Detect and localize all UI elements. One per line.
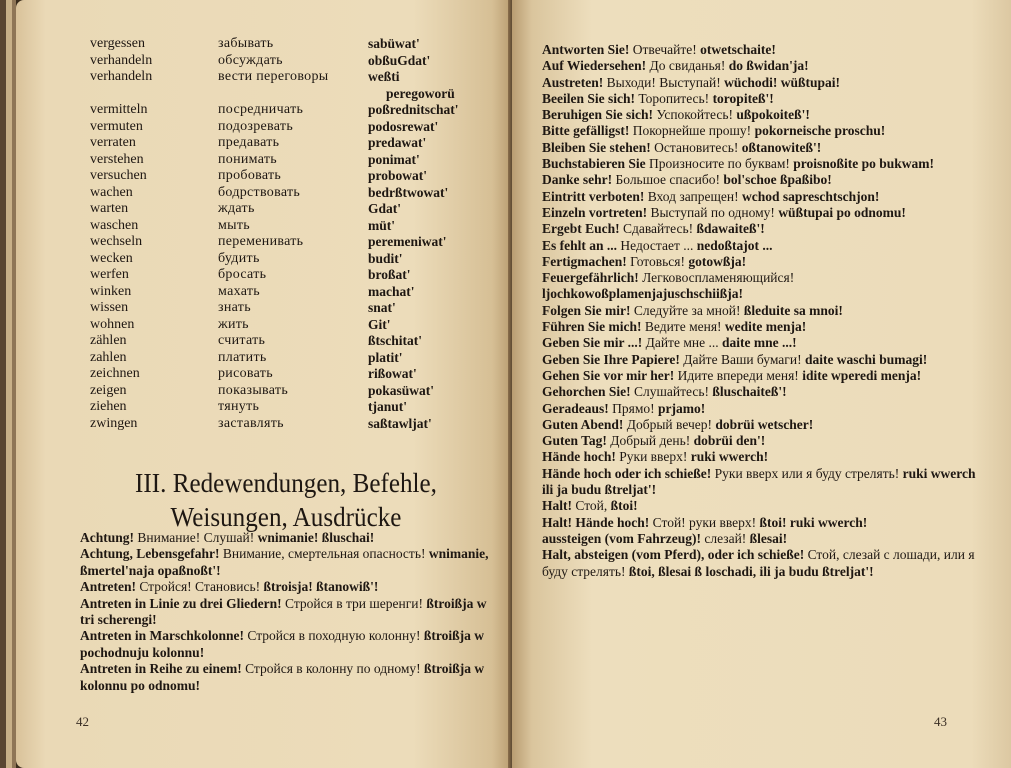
right-page: [512, 0, 1011, 768]
phrase-german: Eintritt verboten!: [542, 188, 645, 204]
phrase-german: Antworten Sie!: [542, 42, 630, 57]
verb-entry: weßti: [368, 69, 400, 84]
phrase-german: Gehorchen Sie!: [542, 384, 631, 400]
phrase-german: Gehen Sie vor mir her!: [542, 367, 675, 383]
phrase-german: Halt!: [542, 498, 572, 514]
phrase-transliteration: ßleduite sa mnoi!: [743, 302, 843, 318]
phrase-transliteration: dobrüi wetscher!: [715, 416, 814, 432]
verb-entry: считать: [218, 333, 266, 348]
verb-entry: посредничать: [218, 102, 304, 117]
verb-entry: ßtschitat': [368, 333, 422, 348]
phrase-entry: [542, 401, 982, 417]
phrase-entry: [542, 58, 982, 74]
phrase-german: Achtung!: [80, 530, 135, 545]
verb-entry: saßtawljat': [368, 415, 432, 431]
phrase-entry: [542, 319, 982, 335]
phrase-transliteration: gotowßja!: [688, 253, 747, 269]
right-phrase-list: [542, 42, 982, 580]
phrase-transliteration: oßtanowiteß'!: [741, 139, 822, 155]
phrase-german: Guten Abend!: [542, 416, 624, 432]
verb-entry: müt': [368, 217, 395, 233]
phrase-russian: Стой, слезай с лошади, или я буду стрелять!: [542, 547, 975, 579]
phrase-german: Buchstabieren Sie: [542, 156, 646, 172]
phrase-german: Danke sehr!: [542, 172, 613, 188]
phrase-transliteration: ruki wwerch ili ja budu ßtreljat'!: [542, 465, 976, 498]
phrase-transliteration: ßtroißja w kolonnu po odnomu!: [80, 661, 485, 693]
phrase-german: Hände hoch oder ich schieße!: [542, 465, 712, 481]
phrase-german: Fertigmachen!: [542, 253, 627, 269]
phrase-transliteration: ßlesai!: [749, 530, 788, 546]
phrase-transliteration: daite mne ...!: [721, 335, 797, 351]
verb-entry: заставлять: [218, 415, 284, 431]
phrase-german: Halt, absteigen (vom Pferd), oder ich schieße!: [542, 547, 805, 563]
verb-entry: подозревать: [218, 118, 294, 134]
phrase-transliteration: dobrüi den'!: [693, 433, 766, 449]
phrase-russian: Торопитесь!: [635, 90, 713, 106]
phrase-entry: [542, 140, 982, 156]
phrase-transliteration: nedoßtajot ...: [696, 237, 773, 253]
phrase-russian: Большое спасибо!: [612, 172, 724, 188]
verb-entry: vermuten: [90, 118, 143, 134]
verb-entry: Git': [368, 316, 391, 332]
phrase-transliteration: ßtoi!: [610, 498, 638, 514]
phrase-entry: [542, 123, 982, 139]
verb-entry: махать: [218, 283, 260, 299]
verb-entry: budit': [368, 250, 403, 266]
phrase-russian: Ведите меня!: [641, 319, 725, 335]
verb-entry: vermitteln: [90, 102, 148, 117]
page-number-right: 43: [934, 714, 947, 729]
phrase-german: Guten Tag!: [542, 433, 607, 449]
verb-entry: peregoworü: [386, 85, 455, 101]
phrase-transliteration: ßtoi, ßlesai ß loschadi, ili ja budu ßtreljat'!: [628, 563, 874, 579]
phrase-german: Austreten!: [542, 74, 604, 90]
phrase-entry: [542, 466, 982, 499]
verb-entry: ziehen: [90, 399, 127, 414]
verb-entry: winken: [90, 283, 132, 299]
phrase-entry: [542, 254, 982, 270]
transliteration-column: [368, 36, 459, 432]
verb-entry: Gdat': [368, 201, 402, 216]
phrase-entry: [542, 498, 982, 514]
phrase-german: Auf Wiedersehen!: [542, 58, 647, 74]
verb-entry: rißowat': [368, 366, 417, 381]
phrase-entry: [542, 515, 982, 531]
phrase-transliteration: wnimanie, ßmertel'naja opaßnoßt'!: [80, 546, 489, 578]
phrase-transliteration: ßdawaiteß'!: [696, 221, 765, 237]
phrase-russian: Остановитесь!: [650, 139, 742, 155]
verb-entry: podosrewat': [368, 118, 439, 134]
phrase-entry: [80, 661, 490, 694]
verb-entry: wechseln: [90, 234, 143, 249]
phrase-transliteration: ßtoi! ruki wwerch!: [759, 514, 868, 530]
phrase-russian: Следуйте за мной!: [630, 302, 744, 318]
verb-entry: versuchen: [90, 168, 147, 183]
verb-entry: zählen: [90, 333, 127, 348]
phrase-russian: Добрый день!: [606, 433, 694, 449]
verb-entry: peremeniwat': [368, 234, 447, 249]
verb-entry: zahlen: [90, 349, 127, 365]
page-number-left: 42: [76, 714, 89, 729]
phrase-german: aussteigen (vom Fahrzeug)!: [542, 530, 701, 546]
phrase-entry: [542, 270, 982, 303]
phrase-transliteration: wedite menja!: [724, 319, 807, 335]
verb-entry: бросать: [218, 267, 267, 282]
verb-entry: бодрствовать: [218, 184, 301, 200]
phrase-transliteration: ljochkowoßplamenjajuschschiißja!: [542, 286, 744, 302]
phrase-transliteration: pokorneische proschu!: [754, 123, 886, 139]
verb-entry: sabüwat': [368, 36, 420, 51]
phrase-entry: [80, 628, 490, 661]
verb-entry: bedrßtwowat': [368, 184, 449, 200]
phrase-transliteration: do ßwidan'ja!: [728, 58, 809, 74]
verb-entry: zwingen: [90, 415, 138, 431]
phrase-entry: [80, 546, 490, 579]
verb-entry: zeigen: [90, 382, 127, 398]
verb-entry: vergessen: [90, 36, 145, 51]
verb-entry: machat': [368, 283, 415, 299]
phrase-entry: [542, 91, 982, 107]
phrase-transliteration: ruki wwerch!: [690, 449, 769, 465]
verb-entry: [218, 86, 328, 103]
phrase-russian: Вход запрещен!: [644, 188, 742, 204]
phrase-entry: [542, 547, 982, 580]
verb-entry: забывать: [218, 36, 274, 51]
phrase-entry: [542, 449, 982, 465]
verb-entry: poßrednitschat': [368, 102, 459, 117]
phrase-transliteration: wüßtupai po odnomu!: [778, 204, 906, 220]
phrase-transliteration: wchod sapreschtschjon!: [742, 188, 880, 204]
phrase-entry: [80, 579, 490, 595]
verb-entry: ждать: [218, 201, 255, 216]
phrase-german: Ergebt Euch!: [542, 221, 620, 237]
verb-entry: понимать: [218, 151, 277, 167]
phrase-russian: Успокойтесь!: [653, 107, 737, 123]
phrase-german: Feuergefährlich!: [542, 270, 639, 286]
phrase-german: Führen Sie mich!: [542, 319, 642, 335]
phrase-transliteration: ßtroißja w tri scherengi!: [80, 595, 487, 628]
verb-entry: verstehen: [90, 151, 144, 167]
phrase-russian: Легковоспламеняющийся!: [638, 270, 795, 286]
phrase-russian: Выходи! Выступай!: [603, 74, 725, 90]
verb-entry: рисовать: [218, 366, 273, 381]
verb-entry: ponimat': [368, 151, 420, 167]
phrase-german: Beruhigen Sie sich!: [542, 107, 654, 123]
phrase-russian: Идите впереди меня!: [674, 367, 803, 383]
phrase-entry: [542, 368, 982, 384]
phrase-russian: Произносите по буквам!: [645, 156, 794, 172]
phrase-german: Antreten in Linie zu drei Gliedern!: [80, 595, 282, 611]
phrase-german: Hände hoch!: [542, 449, 616, 465]
verb-entry: будить: [218, 250, 260, 266]
verb-entry: wissen: [90, 300, 129, 315]
verb-entry: wachen: [90, 184, 133, 200]
phrase-german: Geradeaus!: [542, 400, 609, 416]
phrase-entry: [542, 417, 982, 433]
phrase-russian: Готовься!: [626, 253, 689, 269]
verb-entry: wecken: [90, 250, 133, 266]
phrase-russian: слезай!: [700, 530, 750, 546]
verb-entry: verhandeln: [90, 52, 153, 68]
phrase-entry: [542, 352, 982, 368]
phrase-transliteration: idite wperedi menja!: [802, 367, 922, 383]
section-title: [100, 466, 472, 534]
phrase-entry: [80, 530, 490, 546]
verb-entry: wohnen: [90, 316, 135, 332]
phrase-transliteration: toropiteß'!: [712, 90, 774, 106]
phrase-transliteration: otwetschaite!: [700, 42, 776, 57]
phrase-transliteration: wnimanie! ßluschai!: [257, 530, 375, 545]
verb-entry: broßat': [368, 267, 411, 282]
phrase-transliteration: daite waschi bumagi!: [804, 351, 928, 367]
phrase-transliteration: prjamo!: [658, 400, 706, 416]
phrase-russian: Внимание! Слушай!: [134, 530, 258, 545]
phrase-russian: Руки вверх!: [615, 449, 691, 465]
verb-entry: pokasüwat': [368, 382, 435, 398]
phrase-russian: Прямо!: [608, 400, 658, 416]
phrase-german: Achtung, Lebensgefahr!: [80, 546, 220, 562]
verb-entry: предавать: [218, 135, 280, 150]
phrase-german: Es fehlt an ...: [542, 237, 618, 253]
verb-entry: переменивать: [218, 234, 304, 249]
left-page: [16, 0, 512, 768]
verb-entry: probowat': [368, 168, 428, 183]
phrase-russian: Недостает ...: [617, 237, 697, 253]
verb-entry: zeichnen: [90, 366, 140, 381]
phrase-german: Geben Sie Ihre Papiere!: [542, 351, 680, 367]
verb-entry: verraten: [90, 135, 136, 150]
section-title-line-2: Weisungen, Ausdrücke: [170, 502, 402, 532]
phrase-russian: Внимание, смертельная опасность!: [219, 546, 429, 562]
phrase-russian: Стройся в колонну по одному!: [241, 661, 425, 677]
phrase-german: Beeilen Sie sich!: [542, 90, 635, 106]
phrase-entry: [542, 221, 982, 237]
phrase-entry: [80, 596, 490, 629]
verb-entry: snat': [368, 300, 396, 315]
verb-entry: знать: [218, 300, 251, 315]
phrase-german: Halt! Hände hoch!: [542, 514, 650, 530]
phrase-transliteration: ßtroisja! ßtanowiß'!: [263, 579, 379, 595]
phrase-german: Bleiben Sie stehen!: [542, 139, 651, 155]
verb-entry: obßuGdat': [368, 52, 431, 68]
phrase-entry: [542, 303, 982, 319]
phrase-german: Antreten in Marschkolonne!: [80, 628, 244, 644]
phrase-russian: Добрый вечер!: [623, 416, 716, 432]
phrase-russian: Стройся в походную колонну!: [244, 628, 424, 644]
phrase-entry: [542, 189, 982, 205]
verb-entry: verhandeln: [90, 69, 153, 84]
phrase-entry: [542, 156, 982, 172]
phrase-entry: [542, 335, 982, 351]
phrase-transliteration: proisnoßite po bukwam!: [793, 156, 935, 172]
phrase-russian: Руки вверх или я буду стрелять!: [711, 465, 903, 481]
phrase-transliteration: ußpokoiteß'!: [736, 107, 810, 123]
verb-entry: обсуждать: [218, 52, 283, 68]
phrase-transliteration: ßluschaiteß'!: [712, 384, 787, 400]
phrase-entry: [542, 172, 982, 188]
phrase-german: Einzeln vortreten!: [542, 204, 648, 220]
phrase-german: Geben Sie mir ...!: [542, 335, 643, 351]
phrase-russian: Выступай по одному!: [647, 204, 779, 220]
phrase-entry: [542, 531, 982, 547]
phrase-russian: Сдавайтесь!: [619, 221, 697, 237]
phrase-transliteration: wüchodi! wüßtupai!: [724, 74, 841, 90]
phrase-russian: Отвечайте!: [629, 42, 701, 57]
verb-entry: waschen: [90, 217, 139, 233]
phrase-entry: [542, 75, 982, 91]
verb-entry: predawat': [368, 135, 427, 150]
phrase-entry: [542, 238, 982, 254]
phrase-transliteration: bol'schoe ßpaßibo!: [723, 172, 832, 188]
phrase-russian: Стой,: [572, 498, 611, 514]
verb-entry: [90, 86, 152, 103]
phrase-russian: Покорнейше прошу!: [629, 123, 755, 139]
phrase-entry: [542, 433, 982, 449]
phrase-russian: Слушайтесь!: [630, 384, 713, 400]
phrase-russian: Стой! руки вверх!: [649, 514, 760, 530]
left-phrase-list: [80, 530, 490, 694]
verb-entry: werfen: [90, 267, 129, 282]
phrase-german: Folgen Sie mir!: [542, 302, 631, 318]
phrase-german: Antreten in Reihe zu einem!: [80, 661, 242, 677]
section-title-line-1: III. Redewendungen, Befehle,: [135, 468, 437, 498]
phrase-russian: Дайте Ваши бумаги!: [679, 351, 805, 367]
phrase-entry: [542, 384, 982, 400]
phrase-russian: До свиданья!: [646, 58, 729, 74]
german-verb-column: [90, 36, 152, 432]
phrase-russian: Стройся в три шеренги!: [281, 595, 427, 611]
phrase-entry: [542, 42, 982, 58]
verb-entry: platit': [368, 349, 403, 365]
phrase-transliteration: ßtroißja w pochodnuju kolonnu!: [80, 628, 484, 660]
russian-verb-column: [218, 36, 328, 432]
phrase-entry: [542, 205, 982, 221]
verb-entry: мыть: [218, 217, 250, 233]
phrase-german: Bitte gefälligst!: [542, 123, 630, 139]
verb-entry: тянуть: [218, 399, 260, 414]
verb-entry: показывать: [218, 382, 289, 398]
verb-entry: жить: [218, 316, 249, 332]
verb-entry: вести переговоры: [218, 69, 329, 84]
verb-entry: warten: [90, 201, 129, 216]
verb-entry: платить: [218, 349, 267, 365]
phrase-russian: Дайте мне ...: [642, 335, 722, 351]
verb-entry: tjanut': [368, 399, 408, 414]
phrase-entry: [542, 107, 982, 123]
phrase-russian: Стройся! Становись!: [135, 579, 264, 595]
verb-entry: пробовать: [218, 168, 282, 183]
phrase-german: Antreten!: [80, 579, 136, 595]
